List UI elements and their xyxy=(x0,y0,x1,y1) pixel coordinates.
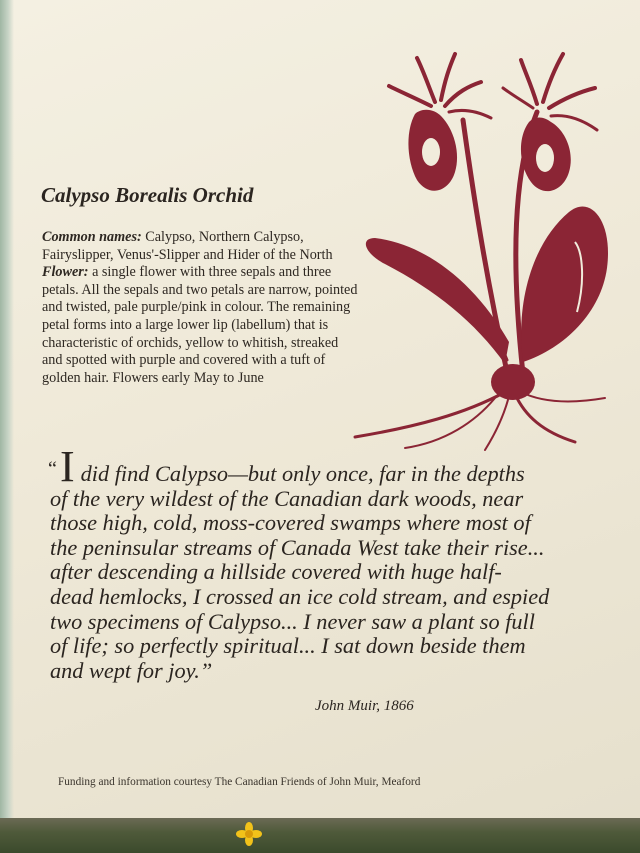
flower-paragraph xyxy=(42,264,362,387)
quote-line: dead hemlocks, I crossed an ice cold stream, and espied xyxy=(50,583,550,609)
quote-line: those high, cold, moss-covered swamps where most of xyxy=(50,510,531,536)
quote-line: two specimens of Calypso... I never saw a plant so full xyxy=(50,608,535,634)
quote-line: the peninsular streams of Canada West take their rise... xyxy=(50,534,545,560)
sign-left-edge xyxy=(0,0,14,820)
common-names-label: Common names: xyxy=(42,229,142,245)
quote-line: of life; so perfectly spiritual... I sat down beside them xyxy=(50,633,526,659)
quote-line xyxy=(50,442,625,491)
quote-open-mark: “ xyxy=(48,458,57,480)
quote-line-text: did find Calypso—but only once, far in the depths xyxy=(80,461,525,486)
quote-line: after descending a hillside covered with huge half- xyxy=(50,559,502,585)
orchid-illustration xyxy=(345,42,620,454)
common-names-paragraph xyxy=(42,229,362,264)
common-names-text: Calypso, Northern Calypso, Fairyslipper, Venus'-Slipper and Hider of the North xyxy=(42,229,333,263)
funding-credit: Funding and information courtesy The Canadian Friends of John Muir, Meaford xyxy=(58,776,421,788)
flower-label: Flower: xyxy=(42,264,89,281)
quote-line: and wept for joy.” xyxy=(50,657,213,683)
quote-line: of the very wildest of the Canadian dark woods, near xyxy=(50,485,524,511)
quote-drop-letter: I xyxy=(60,442,75,491)
quote-attribution: John Muir, 1866 xyxy=(315,698,414,714)
yellow-flower xyxy=(236,822,262,846)
muir-quote xyxy=(48,442,625,683)
sign-title: Calypso Borealis Orchid xyxy=(41,183,254,207)
ground-strip xyxy=(0,818,640,853)
flower-text: a single flower with three sepals and three petals. All the sepals and two petals are narrow, pointed and twisted, pale purple/pink in colour. The remaining petal forms into a large lower lip (labellum) that is characteristic of orchids, yellow to whitish, streaked and spotted with purple and covered with a tuft of golden hair. Flowers early May to June xyxy=(42,264,358,386)
description-block xyxy=(42,229,362,387)
